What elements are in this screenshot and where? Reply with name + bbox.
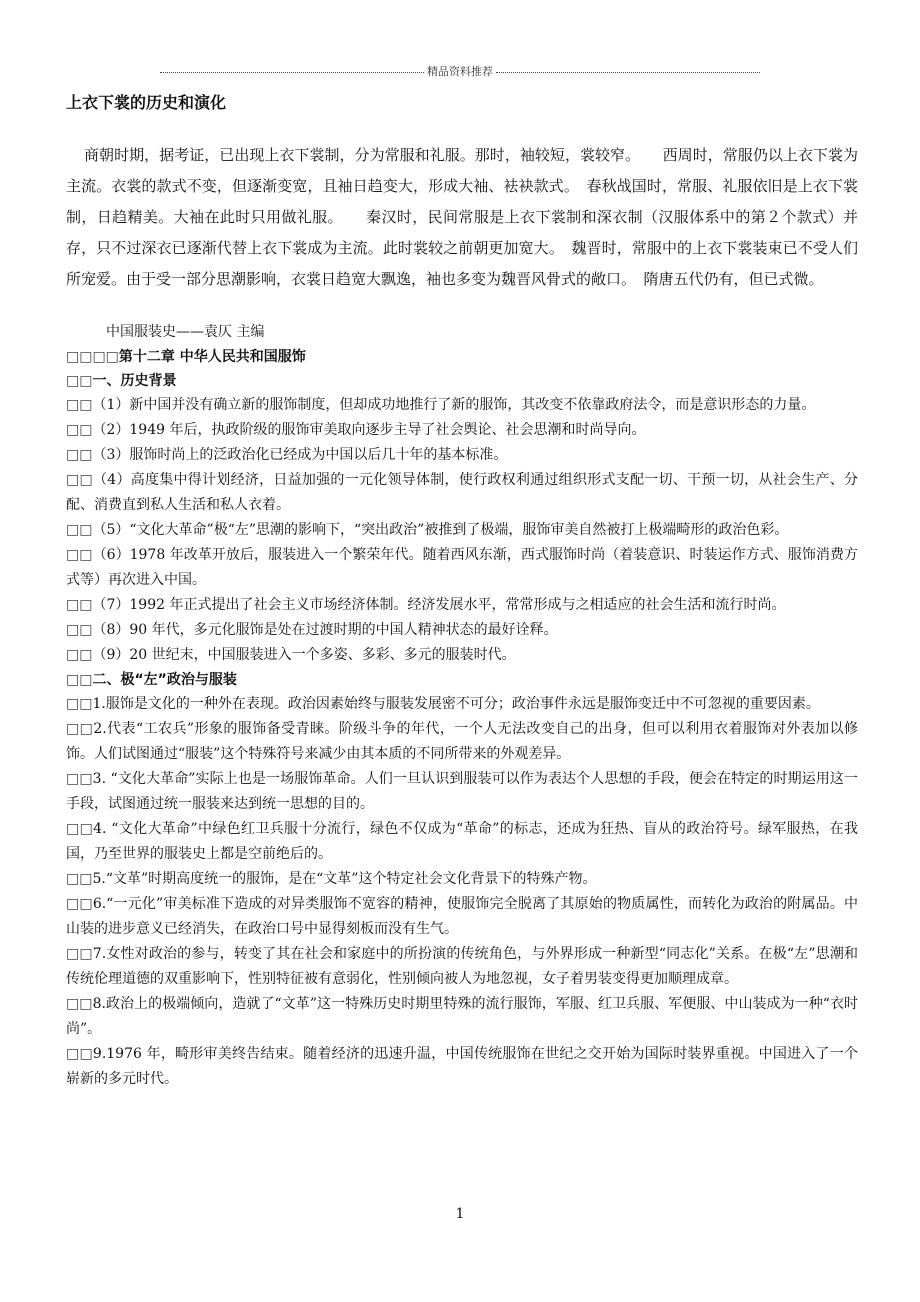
list-item: □□7.女性对政治的参与，转变了其在社会和家庭中的所扮演的传统角色，与外界形成一种新型“同志化”关系。在极“左”思潮和传统伦理道德的双重影响下，性别特征被有意弱化，性别倾向被人为地忽视，女子着男装变得更加顺理成章。	[66, 946, 858, 987]
list-item: □□（8）90 年代，多元化服饰是处在过渡时期的中国人精神状态的最好诠释。	[66, 622, 558, 638]
list-item: □□8.政治上的极端倾向，造就了“文革”这一特殊历史时期里特殊的流行服饰，军服、红卫兵服、军便服、中山装成为一种“衣时尚”。	[66, 996, 858, 1037]
section-heading-1: □□一、历史背景	[66, 373, 177, 389]
list-item: □□（4）高度集中得计划经济，日益加强的一元化领导体制，使行政权利通过组织形式支配一切、干预一切，从社会生产、分配、消费直到私人生活和私人衣着。	[66, 472, 858, 513]
intro-text: 商朝时期，据考证，已出现上衣下裳制，分为常服和礼服。那时，袖较短，裳较窄。 西周时，常服仍以上衣下裳为主流。衣裳的款式不变，但逐渐变宽，且袖日趋变大，形成大袖、袪袂款式。 春秋战国时，常服、礼服依旧是上衣下裳制，日趋精美。大袖在此时只用做礼服。 秦汉时，民间常服是上衣下裳制和深衣制（汉服体系中的第２个款式）并存，只不过深衣已逐渐代替上衣下裳成为主流。此时裳较之前朝更加宽大。 魏晋时，常服中的上衣下裳装束已不受人们所宠爱。由于受一部分思潮影响，衣裳日趋宽大飘逸，袖也多变为魏晋风骨式的敞口。 隋唐五代仍有，但已式微。	[66, 146, 858, 288]
document-title: 上衣下裳的历史和演化	[66, 93, 227, 112]
book-reference: 中国服装史——袁仄 主编	[106, 324, 265, 340]
list-item: □□（1）新中国并没有确立新的服饰制度，但却成功地推行了新的服饰，其改变不依靠政府法令，而是意识形态的力量。	[66, 397, 816, 413]
list-item: □□2.代表“工农兵”形象的服饰备受青睐。阶级斗争的年代，一个人无法改变自己的出身，但可以利用衣着服饰对外表加以修饰。人们试图通过“服装”这个特殊符号来减少由其本质的不同所带来的外观差异。	[66, 721, 858, 762]
list-item: □□9.1976 年，畸形审美终告结束。随着经济的迅速升温，中国传统服饰在世纪之交开始为国际时装界重视。中国进入了一个崭新的多元时代。	[66, 1046, 858, 1087]
chapter-title: 第十二章 中华人民共和国服饰	[118, 349, 306, 365]
page-header	[160, 64, 760, 78]
list-item: □□4. “文化大革命”中绿色红卫兵服十分流行，绿色不仅成为“革命”的标志，还成为狂热、盲从的政治符号。绿军服热，在我国，乃至世界的服装史上都是空前绝后的。	[66, 821, 858, 862]
section-2-title: 二、极“左”政治与服装	[92, 672, 237, 688]
list-item: □□（9）20 世纪末，中国服装进入一个多姿、多彩、多元的服装时代。	[66, 647, 516, 663]
list-item: □□（5）“文化大革命”极“左”思潮的影响下，“突出政治”被推到了极端，服饰审美自然被打上极端畸形的政治色彩。	[66, 522, 789, 538]
intro-paragraph	[66, 140, 858, 295]
header-dots-left	[160, 72, 424, 73]
page-number: 1	[455, 1206, 465, 1222]
list-item: □□（2）1949 年后，执政阶级的服饰审美取向逐步主导了社会舆论、社会思潮和时尚导向。	[66, 422, 646, 438]
section-heading-2: □□二、极“左”政治与服装	[66, 672, 237, 688]
document-body	[66, 88, 858, 1092]
chapter-heading: □□□□第十二章 中华人民共和国服饰	[66, 349, 306, 365]
header-text: 精品资料推荐	[427, 65, 493, 78]
list-item: □□3. “文化大革命”实际上也是一场服饰革命。人们一旦认识到服装可以作为表达个人思想的手段，便会在特定的时期运用这一手段，试图通过统一服装来达到统一思想的目的。	[66, 771, 858, 812]
section-1-title: 一、历史背景	[92, 373, 177, 389]
header-dots-right	[496, 72, 760, 73]
list-item: □□6.“一元化”审美标准下造成的对异类服饰不宽容的精神，使服饰完全脱离了其原始的物质属性，而转化为政治的附属品。中山装的进步意义已经消失，在政治口号中显得刻板而没有生气。	[66, 896, 858, 937]
list-item: □□5.“文革”时期高度统一的服饰，是在“文革”这个特定社会文化背景下的特殊产物。	[66, 871, 597, 887]
list-item: □□（6）1978 年改革开放后，服装进入一个繁荣年代。随着西风东渐，西式服饰时尚（着装意识、时装运作方式、服饰消费方式等）再次进入中国。	[66, 547, 858, 588]
list-item: □□（7）1992 年正式提出了社会主义市场经济体制。经济发展水平，常常形成与之相适应的社会生活和流行时尚。	[66, 597, 786, 613]
list-item: □□1.服饰是文化的一种外在表现。政治因素始终与服装发展密不可分；政治事件永远是服饰变迁中不可忽视的重要因素。	[66, 696, 820, 712]
list-item: □□（3）服饰时尚上的泛政治化已经成为中国以后几十年的基本标准。	[66, 447, 508, 463]
